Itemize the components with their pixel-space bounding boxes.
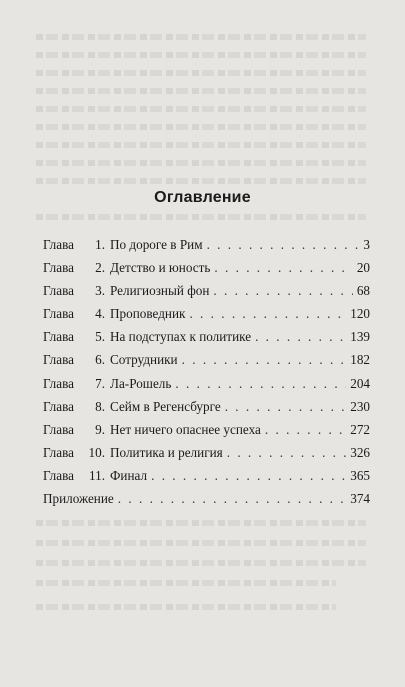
- toc-entry-label: Глава: [43, 260, 74, 276]
- toc-entry-title: Детство и юность: [110, 260, 211, 276]
- toc-entry-number: 3.: [95, 283, 105, 299]
- toc-entry-page: 272: [350, 421, 370, 437]
- toc-entry-number: 4.: [95, 306, 105, 322]
- dot-leader: [227, 441, 346, 464]
- toc-entry-page: 139: [350, 329, 370, 345]
- toc-entry-label: Глава: [43, 421, 74, 437]
- toc-entry-title: Проповедник: [110, 306, 186, 322]
- toc-entry[interactable]: [43, 302, 370, 325]
- toc-entry-title: По дороге в Рим: [110, 237, 203, 252]
- toc-entry-page: 230: [350, 398, 370, 414]
- toc-entry-number: 10.: [88, 444, 105, 460]
- toc-entry[interactable]: [43, 464, 370, 487]
- toc-entry-title: Политика и религия: [110, 444, 223, 460]
- toc-entry-number: 6.: [95, 352, 105, 368]
- dot-leader: [214, 256, 352, 279]
- toc-entry[interactable]: [43, 441, 370, 464]
- toc-entry[interactable]: [43, 372, 370, 395]
- toc-entry-label: Глава: [43, 306, 74, 322]
- toc-entry[interactable]: [43, 279, 370, 302]
- toc-entry-title: Религиозный фон: [110, 283, 210, 299]
- toc-entry-number: 11.: [89, 467, 105, 483]
- toc-entry[interactable]: [43, 418, 370, 441]
- toc-entry-number: 1.: [95, 237, 105, 252]
- toc-entry-number: 5.: [95, 329, 105, 345]
- toc-entry-page: 204: [350, 375, 370, 391]
- toc-entry[interactable]: [43, 233, 370, 256]
- dot-leader: [265, 418, 346, 441]
- toc-entry-page: 20: [356, 260, 370, 276]
- toc-entry-title: Нет ничего опаснее успеха: [110, 421, 261, 437]
- toc-entry-label: Приложение: [43, 491, 114, 507]
- toc-entry-title: Сотрудники: [110, 352, 178, 368]
- dot-leader: [255, 325, 346, 348]
- toc-title: Оглавление: [154, 189, 251, 206]
- toc-entry-label: Глава: [43, 237, 74, 252]
- toc-entry[interactable]: [43, 348, 370, 371]
- toc-entry-title: На подступах к политике: [110, 329, 252, 345]
- toc-entry-page: 68: [356, 283, 370, 299]
- toc-entry-label: Глава: [43, 352, 74, 368]
- toc-entry-page: 374: [350, 491, 370, 507]
- toc-entry-label: Глава: [43, 283, 74, 299]
- toc-entry-page: 3: [363, 237, 370, 252]
- toc-entry-number: 8.: [95, 398, 105, 414]
- dot-leader: [118, 487, 346, 510]
- toc-entry-label: Глава: [43, 444, 74, 460]
- toc-entry-page: 365: [350, 467, 370, 483]
- toc-entry-title: Ла-Рошель: [110, 375, 172, 391]
- toc-entry-appendix[interactable]: [43, 487, 370, 510]
- toc-entry-title: Финал: [110, 467, 148, 483]
- toc-entry[interactable]: [43, 395, 370, 418]
- dot-leader: [225, 395, 347, 418]
- toc-entry-number: 9.: [95, 421, 105, 437]
- dot-leader: [151, 464, 346, 487]
- toc-entry-page: 182: [350, 352, 370, 368]
- toc-entry-title: Сейм в Регенсбурге: [110, 398, 221, 414]
- toc-entry-page: 326: [350, 444, 370, 460]
- dot-leader: [189, 302, 346, 325]
- dot-leader: [207, 233, 360, 256]
- toc-entry-number: 7.: [95, 375, 105, 391]
- toc-entry-label: Глава: [43, 375, 74, 391]
- toc-entry[interactable]: [43, 256, 370, 279]
- dot-leader: [175, 372, 346, 395]
- toc-entry[interactable]: [43, 325, 370, 348]
- toc-entry-page: 120: [350, 306, 370, 322]
- toc-entry-label: Глава: [43, 398, 74, 414]
- toc-entry-number: 2.: [95, 260, 105, 276]
- dot-leader: [213, 279, 352, 302]
- dot-leader: [182, 348, 347, 371]
- toc-entry-label: Глава: [43, 329, 74, 345]
- table-of-contents: [43, 233, 370, 510]
- toc-entry-label: Глава: [43, 467, 74, 483]
